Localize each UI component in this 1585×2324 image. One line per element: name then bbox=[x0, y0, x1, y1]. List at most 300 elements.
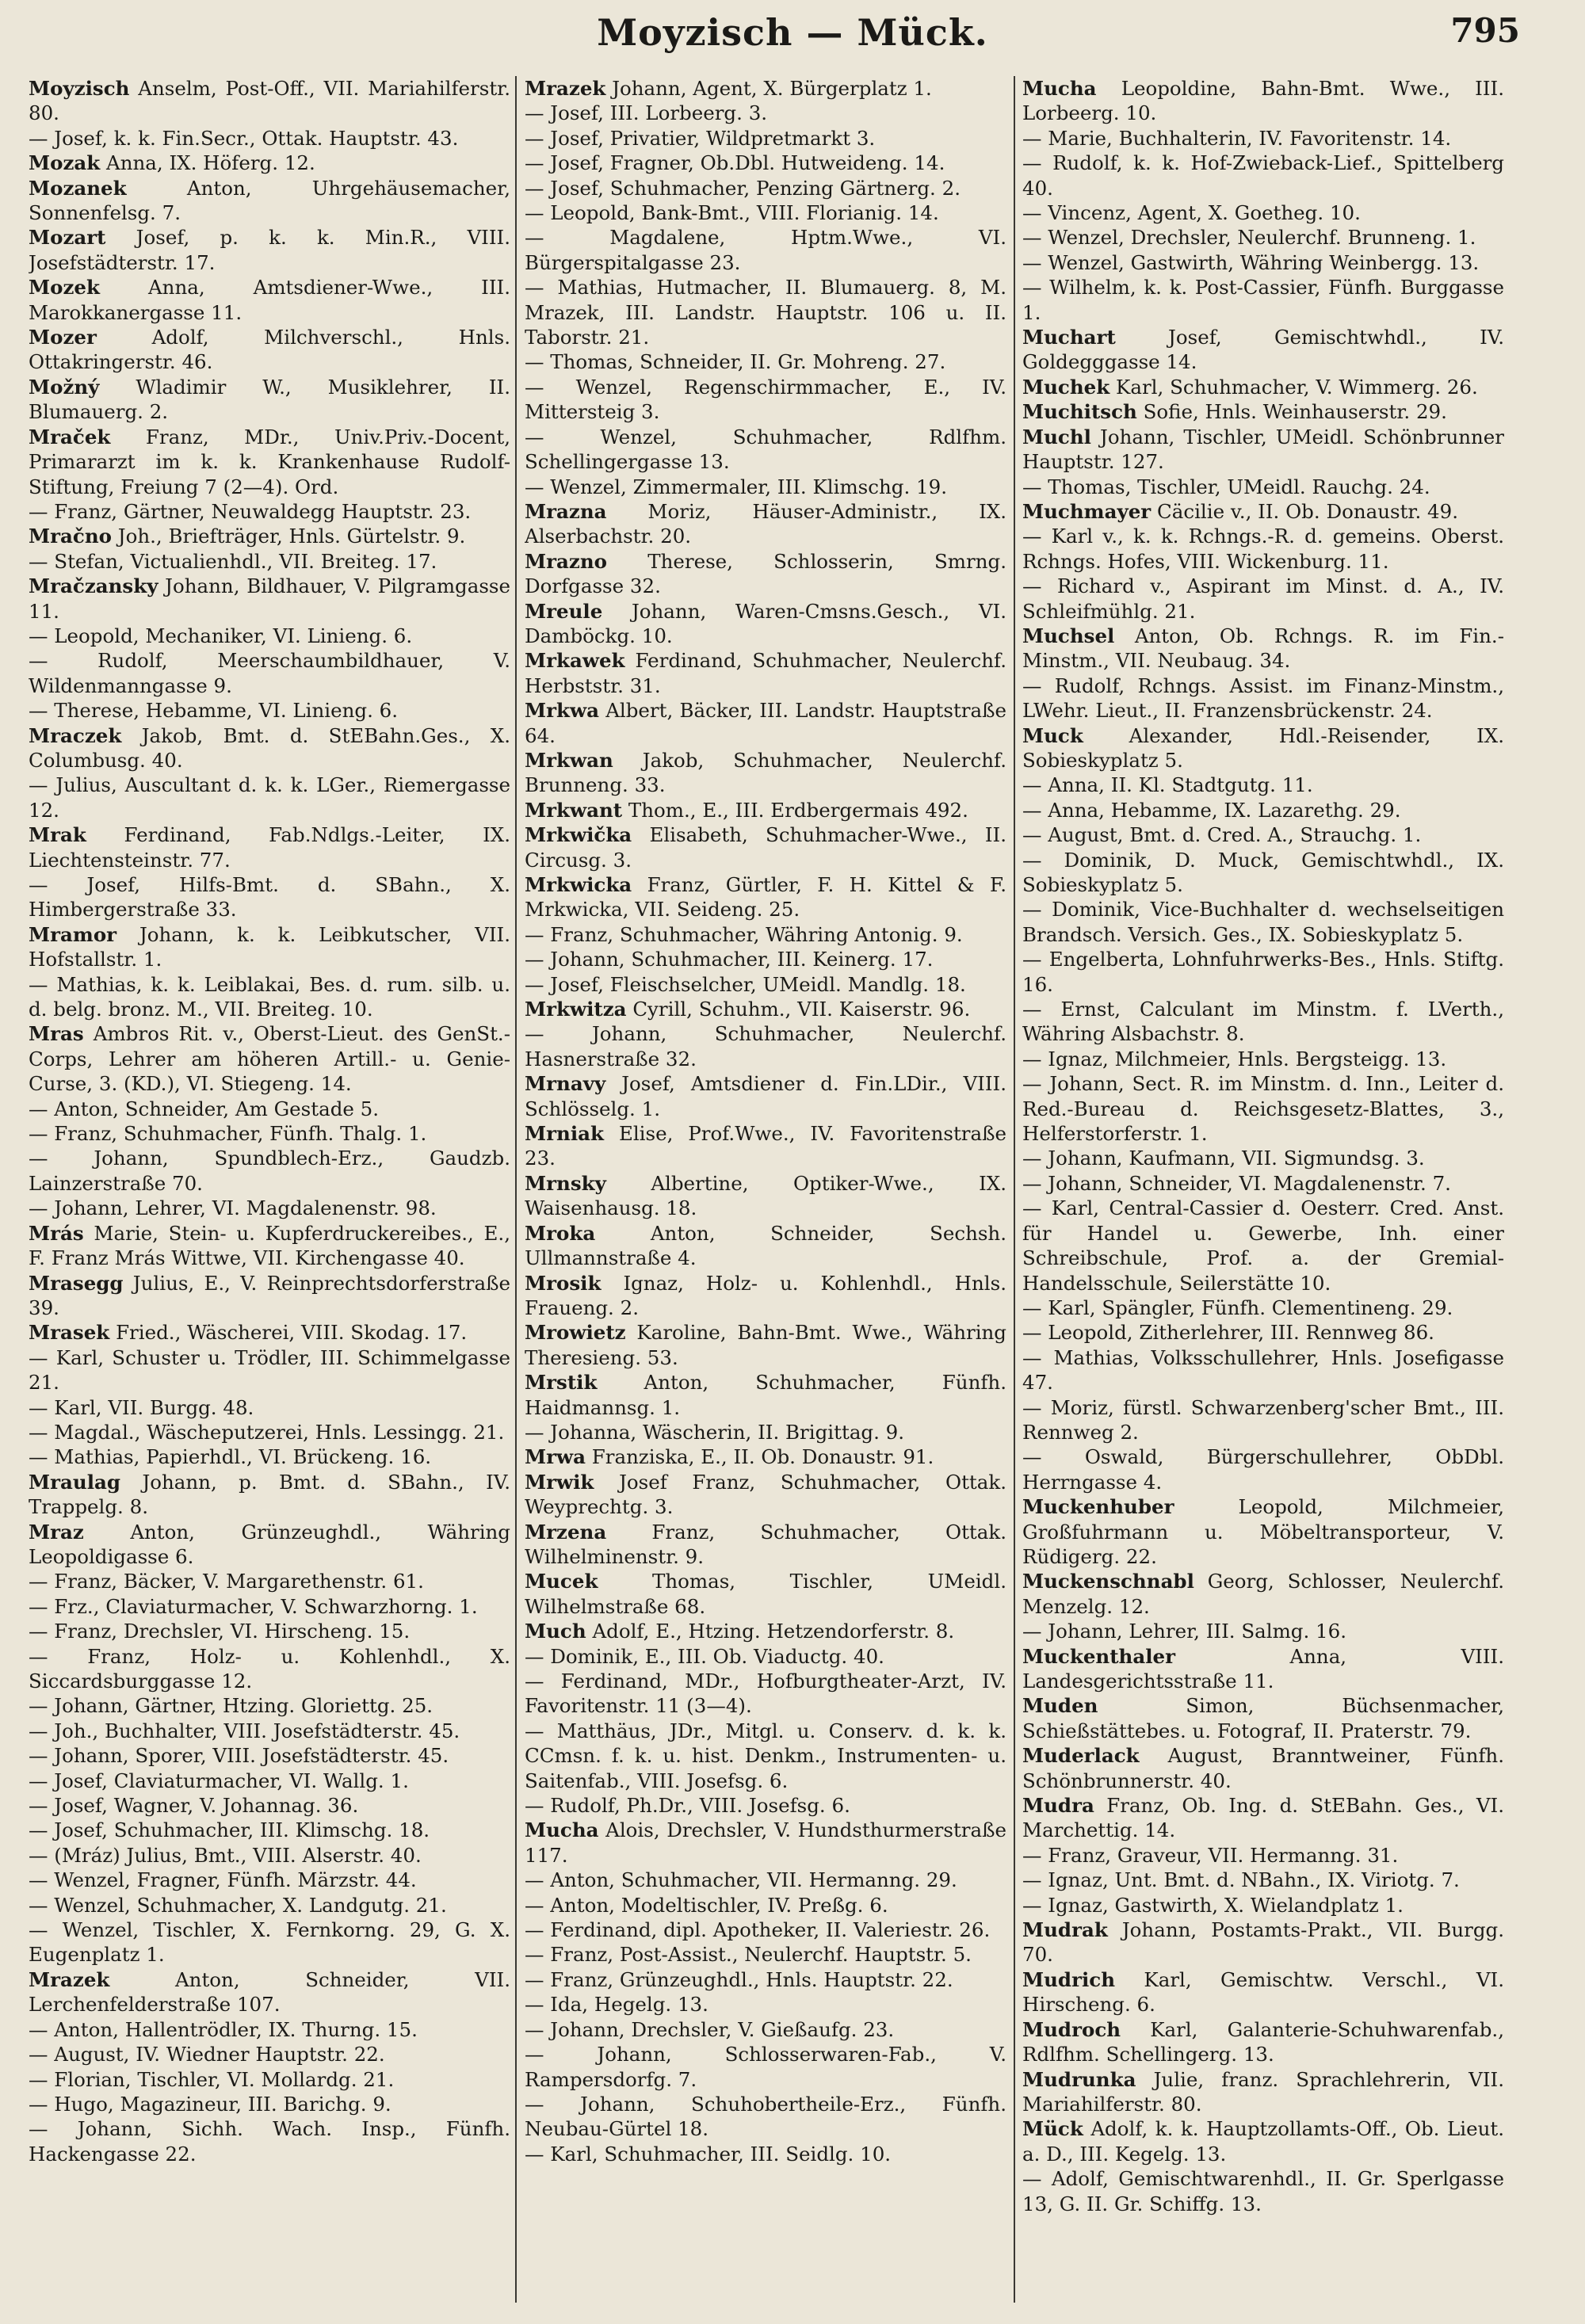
entry-surname: Mudrunka bbox=[1022, 2067, 1136, 2091]
entry-text: — Engelberta, Lohnfuhrwerks-Bes., Hnls. Stiftg. 16. bbox=[1022, 948, 1504, 996]
entry-text: Sofie, Hnls. Weinhauserstr. 29. bbox=[1143, 400, 1447, 424]
entry-surname: Mucha bbox=[1022, 77, 1097, 100]
directory-entry bbox=[29, 1569, 510, 1593]
directory-entry bbox=[525, 1669, 1006, 1719]
directory-entry bbox=[525, 1793, 1006, 1818]
directory-entry bbox=[29, 972, 510, 1022]
entry-text: — Josef, Wagner, V. Johannag. 36. bbox=[29, 1794, 359, 1818]
entry-text: Fried., Wäscherei, VIII. Skodag. 17. bbox=[116, 1321, 468, 1345]
entry-text: — Josef, Claviaturmacher, VI. Wallg. 1. bbox=[29, 1769, 409, 1792]
entry-text: — Franz, Schuhmacher, Fünfh. Thalg. 1. bbox=[29, 1122, 427, 1146]
entry-surname: Muchitsch bbox=[1022, 400, 1137, 424]
directory-entry bbox=[1022, 574, 1504, 624]
column-left bbox=[29, 76, 510, 2303]
directory-entry bbox=[1022, 275, 1504, 325]
entry-text: Anton, Grünzeughdl., Währing Leopoldigasse 6. bbox=[29, 1520, 510, 1568]
directory-entry bbox=[29, 1470, 510, 1520]
directory-entry bbox=[525, 1470, 1006, 1520]
entry-text: — Josef, k. k. Fin.Secr., Ottak. Hauptstr. 43. bbox=[29, 126, 459, 150]
entry-text: Leopoldine, Bahn-Bmt. Wwe., III. Lorbeerg. 10. bbox=[1022, 77, 1504, 125]
directory-entry bbox=[1022, 399, 1504, 424]
entry-text: Anna, IX. Höferg. 12. bbox=[106, 151, 315, 175]
directory-entry bbox=[525, 1967, 1006, 1992]
entry-surname: Mrkwička bbox=[525, 823, 632, 847]
entry-text: Anton, Schneider, VII. Lerchenfelderstraße 107. bbox=[29, 1967, 510, 2017]
directory-entry bbox=[29, 1345, 510, 1395]
directory-entry bbox=[1022, 499, 1504, 524]
entry-text: Marie, Stein- u. Kupferdruckereibes., E., F. Franz Mrás Wittwe, VII. Kirchengasse 40. bbox=[29, 1221, 510, 1270]
entry-text: — Anton, Schneider, Am Gestade 5. bbox=[29, 1097, 380, 1120]
entry-text: — Josef, Hilfs-Bmt. d. SBahn., X. Himbergerstraße 33. bbox=[29, 873, 510, 922]
entry-text: — Wenzel, Zimmermaler, III. Klimschg. 19. bbox=[525, 475, 947, 498]
entry-text: Anton, Uhrgehäusemacher, Sonnenfelsg. 7. bbox=[29, 176, 510, 225]
entry-text: — Karl, VII. Burgg. 48. bbox=[29, 1395, 254, 1419]
entry-surname: Mraček bbox=[29, 425, 111, 448]
directory-entry bbox=[1022, 1619, 1504, 1643]
entry-text: Johann, k. k. Leibkutscher, VII. Hofstallstr. 1. bbox=[29, 922, 510, 971]
directory-entry bbox=[29, 425, 510, 499]
entry-text: Georg, Schlosser, Neulerchf. Menzelg. 12. bbox=[1022, 1570, 1504, 1618]
entry-text: — Johann, Schlosserwaren-Fab., V. Rampersdorfg. 7. bbox=[525, 2043, 1006, 2091]
entry-text: Johann, Waren-Cmsns.Gesch., VI. Damböckg. 10. bbox=[525, 599, 1006, 647]
entry-text: Elise, Prof.Wwe., IV. Favoritenstraße 23. bbox=[525, 1122, 1006, 1170]
directory-entry bbox=[525, 1370, 1006, 1420]
directory-entry bbox=[29, 176, 510, 226]
entry-surname: Mrniak bbox=[525, 1122, 604, 1146]
directory-entry bbox=[1022, 1843, 1504, 1868]
directory-entry bbox=[1022, 200, 1504, 225]
entry-text: — Josef, Schuhmacher, Penzing Gärtnerg. 2. bbox=[525, 176, 961, 200]
directory-entry bbox=[525, 549, 1006, 599]
directory-entry bbox=[1022, 1146, 1504, 1170]
entry-text: — Adolf, Gemischtwarenhdl., II. Gr. Sperlgasse 13, G. II. Gr. Schiffg. 13. bbox=[1022, 2167, 1504, 2215]
directory-entry bbox=[29, 1719, 510, 1743]
directory-entry bbox=[29, 225, 510, 275]
directory-entry bbox=[29, 1769, 510, 1793]
directory-entry bbox=[29, 1918, 510, 1967]
entry-text: — Mathias, k. k. Leiblakai, Bes. d. rum. silb. u. d. belg. bronz. M., VII. Breiteg. 10. bbox=[29, 972, 510, 1021]
directory-entry bbox=[1022, 1693, 1504, 1743]
directory-entry bbox=[1022, 674, 1504, 723]
entry-text: — Ignaz, Gastwirth, X. Wielandplatz 1. bbox=[1022, 1893, 1404, 1917]
directory-entry bbox=[525, 822, 1006, 872]
entry-surname: Mras bbox=[29, 1022, 84, 1046]
entry-surname: Mrasek bbox=[29, 1321, 110, 1345]
directory-entry bbox=[29, 76, 510, 126]
directory-entry bbox=[1022, 2067, 1504, 2117]
entry-surname: Mroka bbox=[525, 1221, 596, 1245]
directory-entry bbox=[1022, 375, 1504, 399]
entry-surname: Mrnavy bbox=[525, 1072, 606, 1096]
entry-surname: Muchart bbox=[1022, 326, 1116, 349]
column-divider bbox=[515, 76, 517, 2303]
directory-entry bbox=[1022, 1296, 1504, 1320]
entry-text: Thomas, Tischler, UMeidl. Wilhelmstraße 68. bbox=[525, 1570, 1006, 1618]
directory-entry bbox=[525, 475, 1006, 499]
directory-entry bbox=[29, 499, 510, 524]
entry-text: Adolf, k. k. Hauptzollamts-Off., Ob. Lieut. a. D., III. Kegelg. 13. bbox=[1022, 2117, 1504, 2166]
directory-entry bbox=[1022, 1444, 1504, 1494]
directory-entry bbox=[29, 1644, 510, 1694]
directory-entry bbox=[525, 2092, 1006, 2142]
directory-entry bbox=[525, 798, 1006, 822]
entry-text: Adolf, E., Htzing. Hetzendorferstr. 8. bbox=[592, 1620, 955, 1643]
directory-entry bbox=[1022, 1967, 1504, 2017]
directory-entry bbox=[29, 524, 510, 548]
directory-entry bbox=[1022, 126, 1504, 151]
entry-text: — Johann, Schuhobertheile-Erz., Fünfh. Neubau-Gürtel 18. bbox=[525, 2092, 1006, 2141]
directory-entry bbox=[525, 2142, 1006, 2166]
entry-text: — Josef, Fragner, Ob.Dbl. Hutweideng. 14. bbox=[525, 151, 945, 175]
directory-entry bbox=[29, 1221, 510, 1271]
directory-entry bbox=[525, 997, 1006, 1021]
entry-surname: Mrkwan bbox=[525, 748, 613, 772]
entry-surname: Mucek bbox=[525, 1570, 598, 1593]
entry-text: Karl, Schuhmacher, V. Wimmerg. 26. bbox=[1116, 375, 1478, 399]
entry-text: — Franz, Graveur, VII. Hermanng. 31. bbox=[1022, 1843, 1399, 1867]
entry-text: — Johann, Kaufmann, VII. Sigmundsg. 3. bbox=[1022, 1147, 1425, 1170]
entry-text: — Johann, Gärtner, Htzing. Gloriettg. 25. bbox=[29, 1694, 433, 1718]
directory-entry bbox=[525, 698, 1006, 748]
entry-text: — Wenzel, Fragner, Fünfh. Märzstr. 44. bbox=[29, 1868, 417, 1892]
entry-text: Therese, Schlosserin, Smrng. Dorfgasse 32. bbox=[525, 549, 1006, 598]
entry-text: — Anton, Schuhmacher, VII. Hermanng. 29. bbox=[525, 1868, 957, 1892]
entry-text: — Josef, Fleischselcher, UMeidl. Mandlg. 18. bbox=[525, 972, 966, 996]
entry-text: Joh., Briefträger, Hnls. Gürtelstr. 9. bbox=[117, 525, 466, 548]
entry-surname: Mrwik bbox=[525, 1470, 594, 1494]
column-right bbox=[1022, 76, 1504, 2303]
directory-entry bbox=[525, 1420, 1006, 1444]
entry-text: — Joh., Buchhalter, VIII. Josefstädterstr. 45. bbox=[29, 1719, 460, 1742]
directory-entry bbox=[29, 2067, 510, 2092]
directory-entry bbox=[1022, 1569, 1504, 1619]
directory-entry bbox=[1022, 1345, 1504, 1395]
entry-surname: Mračzansky bbox=[29, 574, 158, 598]
entry-surname: Mrstik bbox=[525, 1371, 598, 1395]
entry-text: Franz, Ob. Ing. d. StEBahn. Ges., VI. Marchettig. 14. bbox=[1022, 1794, 1504, 1842]
directory-entry bbox=[525, 1644, 1006, 1669]
directory-entry bbox=[525, 1818, 1006, 1868]
entry-surname: Mozek bbox=[29, 276, 100, 300]
page-title: Moyzisch — Mück. bbox=[597, 11, 988, 54]
directory-entry bbox=[1022, 524, 1504, 574]
entry-text: Anton, Schneider, Sechsh. Ullmannstraße 4. bbox=[525, 1221, 1006, 1270]
entry-text: Anna, Amtsdiener-Wwe., III. Marokkanergasse 11. bbox=[29, 276, 510, 324]
directory-entry bbox=[525, 972, 1006, 997]
directory-entry bbox=[29, 1395, 510, 1420]
entry-surname: Muden bbox=[1022, 1694, 1098, 1718]
directory-entry bbox=[525, 748, 1006, 798]
entry-text: — Franz, Schuhmacher, Währing Antonig. 9. bbox=[525, 922, 963, 946]
directory-entry bbox=[1022, 1793, 1504, 1843]
entry-text: — Anna, Hebamme, IX. Lazarethg. 29. bbox=[1022, 798, 1401, 822]
directory-entry bbox=[29, 2017, 510, 2042]
entry-surname: Mozer bbox=[29, 326, 97, 349]
entry-text: Albertine, Optiker-Wwe., IX. Waisenhausg. 18. bbox=[525, 1171, 1006, 1220]
entry-text: Franz, Schuhmacher, Ottak. Wilhelminenstr. 9. bbox=[525, 1520, 1006, 1568]
directory-entry bbox=[525, 1221, 1006, 1271]
entry-text: — Mathias, Papierhdl., VI. Brückeng. 16. bbox=[29, 1445, 432, 1469]
entry-text: — Johann, Schneider, VI. Magdalenenstr. 7. bbox=[1022, 1171, 1451, 1195]
directory-entry bbox=[1022, 1918, 1504, 1967]
entry-text: — Franz, Post-Assist., Neulerchf. Hauptstr. 5. bbox=[525, 1943, 972, 1967]
directory-entry bbox=[1022, 1071, 1504, 1146]
entry-text: Jakob, Schuhmacher, Neulerchf. Brunneng. 33. bbox=[525, 748, 1006, 797]
entry-surname: Mreule bbox=[525, 599, 603, 623]
entry-text: Wladimir W., Musiklehrer, II. Blumauerg. 2. bbox=[29, 375, 510, 424]
directory-entry bbox=[1022, 475, 1504, 499]
directory-entry bbox=[29, 375, 510, 425]
directory-entry bbox=[525, 1942, 1006, 1967]
entry-text: — Thomas, Schneider, II. Gr. Mohreng. 27. bbox=[525, 350, 946, 374]
directory-entry bbox=[29, 1967, 510, 2017]
entry-text: — Franz, Grünzeughdl., Hnls. Hauptstr. 22. bbox=[525, 1967, 953, 1991]
directory-entry bbox=[525, 499, 1006, 549]
entry-text: — Florian, Tischler, VI. Mollardg. 21. bbox=[29, 2067, 395, 2091]
entry-text: Elisabeth, Schuhmacher-Wwe., II. Circusg. 3. bbox=[525, 823, 1006, 872]
entry-surname: Muchsel bbox=[1022, 624, 1115, 647]
entry-text: — Ignaz, Unt. Bmt. d. NBahn., IX. Viriotg. 7. bbox=[1022, 1868, 1460, 1892]
directory-entry bbox=[29, 574, 510, 624]
directory-entry bbox=[29, 922, 510, 972]
entry-text: Josef Franz, Schuhmacher, Ottak. Weyprechtg. 3. bbox=[525, 1470, 1006, 1519]
directory-entry bbox=[1022, 2116, 1504, 2166]
directory-entry bbox=[1022, 1743, 1504, 1793]
entry-text: — Ignaz, Milchmeier, Hnls. Bergsteigg. 13. bbox=[1022, 1047, 1447, 1070]
entry-text: — Rudolf, Ph.Dr., VIII. Josefsg. 6. bbox=[525, 1794, 850, 1818]
directory-entry bbox=[29, 1196, 510, 1220]
entry-text: — Frz., Claviaturmacher, V. Schwarzhorng. 1. bbox=[29, 1594, 478, 1618]
entry-text: — Ida, Hegelg. 13. bbox=[525, 1993, 708, 2017]
entry-surname: Mrwa bbox=[525, 1445, 586, 1469]
directory-entry bbox=[525, 1171, 1006, 1221]
directory-entry bbox=[525, 101, 1006, 125]
entry-text: Johann, Tischler, UMeidl. Schönbrunner Hauptstr. 127. bbox=[1022, 425, 1504, 474]
entry-text: — Magdalene, Hptm.Wwe., VI. Bürgerspitalgasse 23. bbox=[525, 226, 1006, 274]
directory-entry bbox=[525, 947, 1006, 971]
directory-entry bbox=[29, 1594, 510, 1619]
entry-text: — Rudolf, Rchngs. Assist. im Finanz-Minstm., LWehr. Lieut., II. Franzensbrückenstr. 24. bbox=[1022, 674, 1504, 723]
directory-entry bbox=[29, 1893, 510, 1918]
directory-entry bbox=[29, 2042, 510, 2066]
entry-text: — Franz, Bäcker, V. Margarethenstr. 61. bbox=[29, 1570, 424, 1593]
directory-entry bbox=[525, 1271, 1006, 1321]
entry-text: Franz, Gürtler, F. H. Kittel & F. Mrkwicka, VII. Seideng. 25. bbox=[525, 873, 1006, 922]
entry-surname: Mrkawek bbox=[525, 649, 625, 673]
entry-text: — Karl, Spängler, Fünfh. Clementineng. 29. bbox=[1022, 1296, 1453, 1319]
directory-entry bbox=[1022, 1395, 1504, 1445]
entry-surname: Mraczek bbox=[29, 723, 122, 747]
directory-entry bbox=[29, 275, 510, 325]
directory-entry bbox=[525, 1520, 1006, 1570]
directory-entry bbox=[525, 2017, 1006, 2042]
entry-text: Thom., E., III. Erdbergermais 492. bbox=[628, 798, 968, 822]
entry-surname: Mudrich bbox=[1022, 1967, 1116, 1991]
directory-entry bbox=[29, 549, 510, 574]
directory-entry bbox=[29, 1420, 510, 1444]
entry-surname: Mrak bbox=[29, 823, 86, 847]
directory-entry bbox=[1022, 723, 1504, 773]
directory-entry bbox=[29, 1520, 510, 1570]
directory-entry bbox=[1022, 425, 1504, 475]
entry-surname: Mrazna bbox=[525, 499, 607, 523]
entry-text: Leopold, Milchmeier, Großfuhrmann u. Möbeltransporteur, V. Rüdigerg. 22. bbox=[1022, 1495, 1504, 1568]
entry-surname: Mrás bbox=[29, 1221, 84, 1245]
directory-entry bbox=[29, 1743, 510, 1768]
entry-text: Ignaz, Holz- u. Kohlenhdl., Hnls. Fraueng. 2. bbox=[525, 1271, 1006, 1319]
entry-text: Karoline, Bahn-Bmt. Wwe., Währing Theresieng. 53. bbox=[525, 1321, 1006, 1369]
entry-surname: Mrnsky bbox=[525, 1171, 606, 1195]
directory-entry bbox=[29, 2092, 510, 2116]
entry-text: — Josef, Schuhmacher, III. Klimschg. 18. bbox=[29, 1818, 430, 1842]
page-number: 795 bbox=[1450, 11, 1520, 50]
directory-entry bbox=[525, 349, 1006, 374]
directory-entry bbox=[525, 375, 1006, 425]
directory-entry bbox=[29, 1868, 510, 1892]
directory-entry bbox=[29, 2116, 510, 2166]
directory-entry bbox=[525, 126, 1006, 151]
entry-text: Alois, Drechsler, V. Hundsthurmerstraße 117. bbox=[525, 1818, 1006, 1867]
directory-entry bbox=[1022, 151, 1504, 200]
directory-entry bbox=[525, 648, 1006, 698]
entry-surname: Muckenschnabl bbox=[1022, 1570, 1194, 1593]
entry-text: Johann, Postamts-Prakt., VII. Burgg. 70. bbox=[1022, 1918, 1504, 1967]
entry-text: — Oswald, Bürgerschullehrer, ObDbl. Herrngasse 4. bbox=[1022, 1445, 1504, 1494]
entry-text: — Franz, Holz- u. Kohlenhdl., X. Siccardsburggasse 12. bbox=[29, 1644, 510, 1692]
entry-text: — Anna, II. Kl. Stadtgutg. 11. bbox=[1022, 773, 1313, 797]
directory-entry bbox=[1022, 250, 1504, 275]
entry-text: — Moriz, fürstl. Schwarzenberg'scher Bmt., III. Rennweg 2. bbox=[1022, 1395, 1504, 1444]
column-divider bbox=[1014, 76, 1015, 2303]
directory-entry bbox=[1022, 1893, 1504, 1918]
entry-text: — Matthäus, JDr., Mitgl. u. Conserv. d. k. k. CCmsn. f. k. u. hist. Denkm., Instrumenten- u. Saitenfab., VIII. Josefsg. 6. bbox=[525, 1719, 1006, 1792]
entry-text: Julius, E., V. Reinprechtsdorferstraße 39. bbox=[29, 1271, 510, 1319]
entry-text: — Stefan, Victualienhdl., VII. Breiteg. 17. bbox=[29, 549, 437, 573]
directory-entry bbox=[525, 176, 1006, 200]
column-middle bbox=[525, 76, 1006, 2303]
entry-surname: Mrazno bbox=[525, 549, 607, 573]
entry-text: — Johann, Spundblech-Erz., Gaudzb. Lainzerstraße 70. bbox=[29, 1147, 510, 1195]
entry-surname: Mozak bbox=[29, 151, 101, 175]
entry-surname: Mrasegg bbox=[29, 1271, 124, 1295]
directory-entry bbox=[29, 1444, 510, 1469]
entry-text: — Dominik, Vice-Buchhalter d. wechselseitigen Brandsch. Versich. Ges., IX. Sobieskyplatz 5. bbox=[1022, 898, 1504, 946]
entry-surname: Muchek bbox=[1022, 375, 1110, 399]
directory-entry bbox=[29, 1793, 510, 1818]
entry-text: August, Branntweiner, Fünfh. Schönbrunnerstr. 40. bbox=[1022, 1744, 1504, 1792]
entry-surname: Mozart bbox=[29, 226, 106, 250]
directory-entry bbox=[525, 1444, 1006, 1469]
entry-text: — Johanna, Wäscherin, II. Brigittag. 9. bbox=[525, 1420, 905, 1444]
directory-entry bbox=[525, 1021, 1006, 1071]
directory-entry bbox=[525, 200, 1006, 225]
directory-entry bbox=[525, 1071, 1006, 1121]
entry-text: — August, Bmt. d. Cred. A., Strauchg. 1. bbox=[1022, 823, 1422, 847]
directory-entry bbox=[1022, 76, 1504, 126]
entry-text: — Leopold, Zitherlehrer, III. Rennweg 86. bbox=[1022, 1321, 1434, 1345]
entry-text: Ferdinand, Schuhmacher, Neulerchf. Herbststr. 31. bbox=[525, 649, 1006, 697]
entry-text: — Franz, Drechsler, VI. Hirscheng. 15. bbox=[29, 1620, 411, 1643]
entry-text: — Dominik, E., III. Ob. Viaductg. 40. bbox=[525, 1644, 884, 1668]
entry-surname: Muchl bbox=[1022, 425, 1091, 448]
entry-text: — Marie, Buchhalterin, IV. Favoritenstr. 14. bbox=[1022, 126, 1452, 150]
entry-surname: Muckenthaler bbox=[1022, 1644, 1176, 1668]
directory-entry bbox=[29, 1121, 510, 1146]
entry-text: — Anton, Modeltischler, IV. Preßg. 6. bbox=[525, 1893, 888, 1917]
directory-entry bbox=[525, 599, 1006, 649]
entry-text: — Wilhelm, k. k. Post-Cassier, Fünfh. Burggasse 1. bbox=[1022, 276, 1504, 324]
directory-entry bbox=[1022, 1171, 1504, 1196]
entry-text: Josef, Gemischtwhdl., IV. Goldegggasse 14. bbox=[1022, 326, 1504, 374]
entry-text: — Rudolf, Meerschaumbildhauer, V. Wildenmanngasse 9. bbox=[29, 649, 510, 697]
directory-entry bbox=[1022, 624, 1504, 674]
entry-text: — (Mráz) Julius, Bmt., VIII. Alserstr. 40. bbox=[29, 1843, 422, 1867]
directory-entry bbox=[1022, 997, 1504, 1047]
entry-surname: Mozanek bbox=[29, 176, 127, 200]
directory-entry bbox=[29, 1146, 510, 1196]
entry-text: Julie, franz. Sprachlehrerin, VII. Mariahilferstr. 80. bbox=[1022, 2067, 1504, 2116]
entry-text: — Wenzel, Schuhmacher, X. Landgutg. 21. bbox=[29, 1893, 447, 1917]
entry-surname: Mrazek bbox=[29, 1967, 110, 1991]
directory-entry bbox=[1022, 848, 1504, 898]
directory-entry bbox=[29, 325, 510, 375]
entry-surname: Mudra bbox=[1022, 1794, 1094, 1818]
directory-entry bbox=[29, 1843, 510, 1868]
entry-text: — Ernst, Calculant im Minstm. f. LVerth., Währing Alsbachstr. 8. bbox=[1022, 998, 1504, 1046]
entry-text: Cäcilie v., II. Ob. Donaustr. 49. bbox=[1157, 499, 1458, 523]
entry-text: — Mathias, Volksschullehrer, Hnls. Josefigasse 47. bbox=[1022, 1345, 1504, 1395]
entry-surname: Mrkwant bbox=[525, 798, 623, 822]
directory-entry bbox=[525, 872, 1006, 922]
entry-surname: Muderlack bbox=[1022, 1744, 1140, 1768]
directory-entry bbox=[1022, 897, 1504, 947]
directory-entry bbox=[1022, 1494, 1504, 1569]
entry-text: — Wenzel, Tischler, X. Fernkorng. 29, G. X. Eugenplatz 1. bbox=[29, 1918, 510, 1967]
entry-text: — Rudolf, k. k. Hof-Zwieback-Lief., Spittelberg 40. bbox=[1022, 151, 1504, 200]
entry-text: — Anton, Hallentrödler, IX. Thurng. 15. bbox=[29, 2017, 418, 2041]
entry-surname: Mucha bbox=[525, 1818, 599, 1842]
entry-text: — Karl v., k. k. Rchngs.-R. d. gemeins. Oberst. Rchngs. Hofes, VIII. Wickenburg. 11. bbox=[1022, 525, 1504, 573]
directory-entry bbox=[525, 1992, 1006, 2017]
directory-entry bbox=[29, 1619, 510, 1643]
directory-entry bbox=[525, 1569, 1006, 1619]
entry-text: — Wenzel, Schuhmacher, Rdlfhm. Schellingergasse 13. bbox=[525, 425, 1006, 474]
entry-text: — Vincenz, Agent, X. Goetheg. 10. bbox=[1022, 201, 1361, 225]
directory-entry bbox=[29, 648, 510, 698]
directory-entry bbox=[29, 126, 510, 151]
entry-text: — Dominik, D. Muck, Gemischtwhdl., IX. Sobieskyplatz 5. bbox=[1022, 848, 1504, 896]
directory-entry bbox=[525, 1868, 1006, 1892]
entry-text: Franziska, E., II. Ob. Donaustr. 91. bbox=[591, 1445, 934, 1469]
directory-entry bbox=[1022, 2017, 1504, 2067]
entry-text: — Wenzel, Drechsler, Neulerchf. Brunneng. 1. bbox=[1022, 226, 1476, 250]
directory-entry bbox=[29, 1021, 510, 1096]
entry-surname: Muckenhuber bbox=[1022, 1495, 1174, 1519]
directory-entry bbox=[1022, 822, 1504, 847]
entry-text: Adolf, Milchverschl., Hnls. Ottakringerstr. 46. bbox=[29, 326, 510, 374]
entry-text: — Karl, Central-Cassier d. Oesterr. Cred. Anst. für Handel u. Gewerbe, Inh. einer Schreibschule, Prof. a. der Gremial-Handelsschule, Seilerstätte 10. bbox=[1022, 1196, 1504, 1295]
entry-text: — Richard v., Aspirant im Minst. d. A., IV. Schleifmühlg. 21. bbox=[1022, 574, 1504, 623]
entry-text: Josef, Amtsdiener d. Fin.LDir., VIII. Schlösselg. 1. bbox=[525, 1072, 1006, 1120]
entry-text: Anton, Ob. Rchngs. R. im Fin.-Minstm., VII. Neubaug. 34. bbox=[1022, 624, 1504, 673]
entry-text: — Leopold, Mechaniker, VI. Linieng. 6. bbox=[29, 624, 413, 647]
directory-entry bbox=[1022, 1644, 1504, 1694]
entry-text: — Hugo, Magazineur, III. Barichg. 9. bbox=[29, 2092, 391, 2116]
entry-text: Karl, Galanterie-Schuhwarenfab., Rdlfhm. Schellingerg. 13. bbox=[1022, 2017, 1504, 2066]
directory-entry bbox=[525, 151, 1006, 175]
directory-entry bbox=[1022, 1047, 1504, 1071]
entry-surname: Mrzena bbox=[525, 1520, 607, 1544]
